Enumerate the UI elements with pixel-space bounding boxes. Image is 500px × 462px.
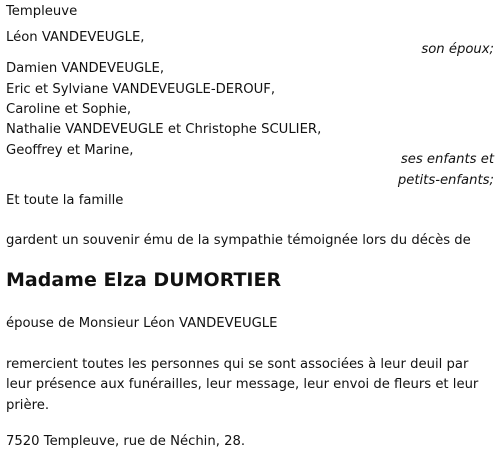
deceased-name: Madame Elza DUMORTIER [6,269,282,291]
children-role-line-2: petits-enfants; [397,173,494,188]
child-line-1: Damien VANDEVEUGLE, [6,61,165,76]
child-line-2: Eric et Sylviane VANDEVEUGLE-DEROUF, [6,82,276,97]
thanks-line-2: leur présence aux funérailles, leur message, leur envoi de fleurs et leur [6,377,479,392]
thanks-line-1: remercient toutes les personnes qui se sont associées à leur deuil par [6,357,469,372]
child-line-3: Caroline et Sophie, [6,102,132,117]
intro-text: gardent un souvenir ému de la sympathie témoignée lors du décès de [6,233,471,248]
spouse-name: Léon VANDEVEUGLE, [6,30,145,45]
town-heading: Templeuve [6,4,78,19]
children-role-line-1: ses enfants et [400,152,494,167]
thanks-line-3: prière. [6,398,50,413]
child-line-5: Geoffrey et Marine, [6,143,134,158]
rest-of-family: Et toute la famille [6,193,124,208]
spouse-of-text: épouse de Monsieur Léon VANDEVEUGLE [6,316,278,331]
address-line: 7520 Templeuve, rue de Néchin, 28. [6,434,246,449]
spouse-role: son époux; [421,42,494,57]
child-line-4: Nathalie VANDEVEUGLE et Christophe SCULIER, [6,122,322,137]
